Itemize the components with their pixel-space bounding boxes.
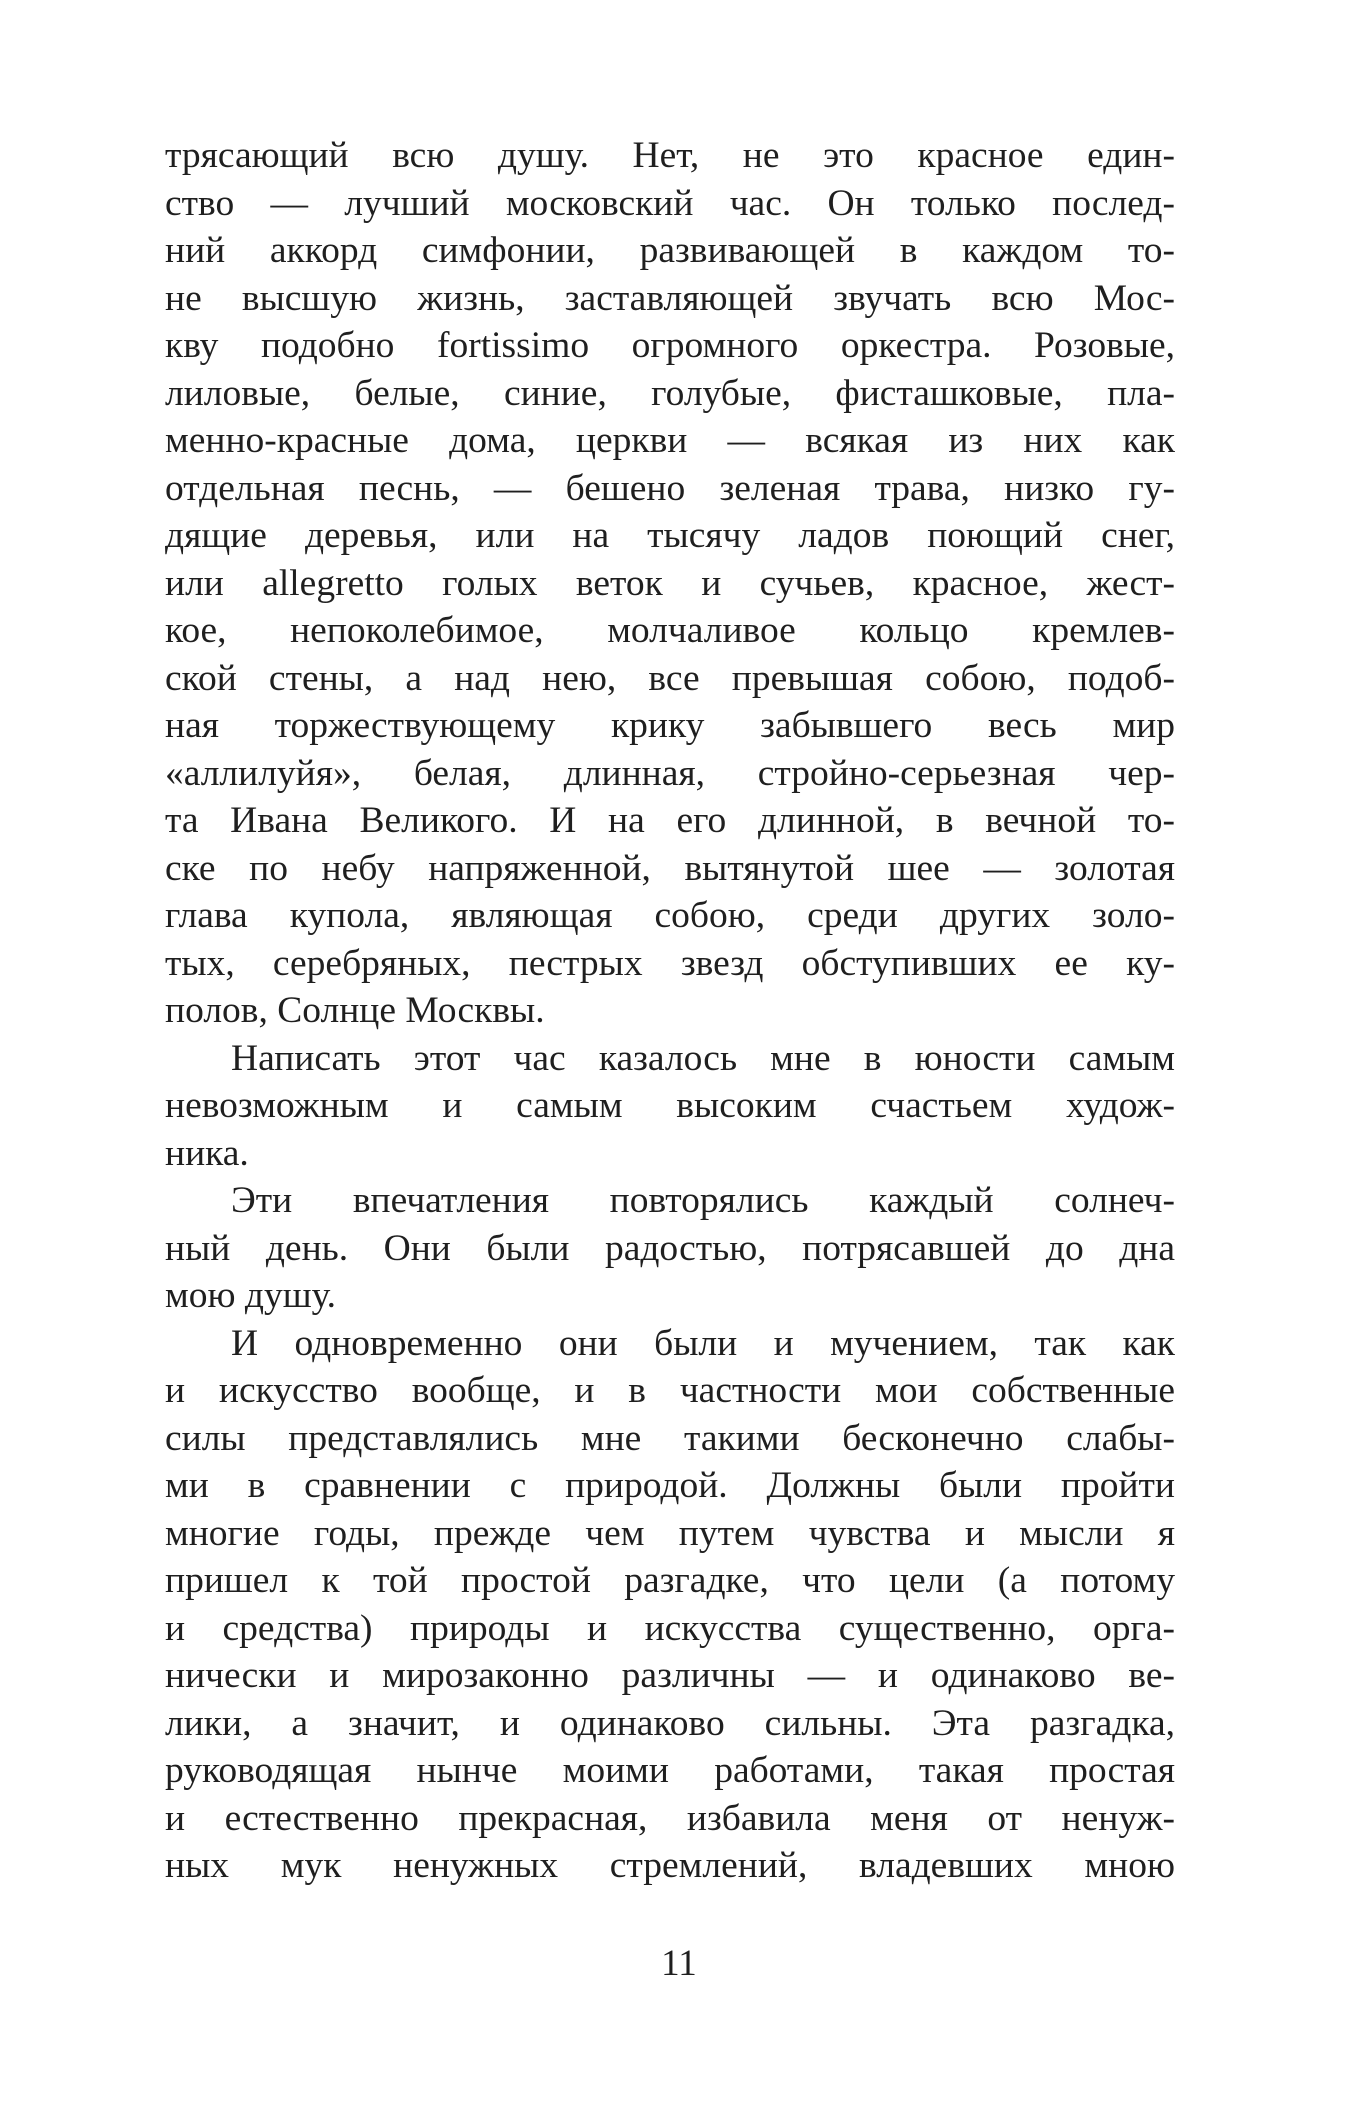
text-line: ской стены, а над нею, все превышая собою, подоб- (165, 657, 1175, 699)
text-line: мою душу. (165, 1275, 336, 1316)
text-line: та Ивана Великого. И на его длинной, в вечной то- (165, 800, 1175, 841)
text-line: ний аккорд симфонии, развивающей в каждом то- (165, 230, 1175, 271)
text-line: пришел к той простой разгадке, что цели (а потому (165, 1560, 1175, 1601)
text-line: трясающий всю душу. Нет, не это красное един- (165, 135, 1175, 176)
text-line: ство — лучший московский час. Он только послед- (165, 182, 1175, 224)
body-text (165, 132, 1175, 1890)
text-line: или allegretto голых веток и сучьев, красное, жест- (165, 562, 1175, 604)
text-line: и искусство вообще, и в частности мои собственные (165, 1370, 1175, 1411)
text-line: ный день. Они были радостью, потрясавшей до дна (165, 1227, 1175, 1269)
text-line: «аллилуйя», белая, длинная, стройно-серьезная чер- (165, 752, 1175, 794)
text-line: ная торжествующему крику забывшего весь мир (165, 705, 1175, 746)
text-line: и средства) природы и искусства существенно, орга- (165, 1607, 1175, 1649)
text-line: Эти впечатления повторялись каждый солнеч- (231, 1180, 1175, 1221)
text-line: невозможным и самым высоким счастьем худож- (165, 1085, 1175, 1126)
text-line: Написать этот час казалось мне в юности самым (231, 1037, 1175, 1079)
text-line: ми в сравнении с природой. Должны были пройти (165, 1465, 1175, 1506)
text-line: лики, а значит, и одинаково сильны. Эта разгадка, (165, 1702, 1175, 1744)
text-line: глава купола, являющая собою, среди других золо- (165, 895, 1175, 936)
text-line: отдельная песнь, — бешено зеленая трава, низко гу- (165, 467, 1175, 509)
text-line: ных мук ненужных стремлений, владевших мною (165, 1845, 1175, 1886)
text-line: нически и мирозаконно различны — и одинаково ве- (165, 1655, 1175, 1696)
text-line: ске по небу напряженной, вытянутой шее — золотая (165, 847, 1175, 889)
text-line: силы представлялись мне такими бесконечно слабы- (165, 1417, 1175, 1459)
text-line: И одновременно они были и мучением, так как (231, 1322, 1175, 1364)
text-line: тых, серебряных, пестрых звезд обступивших ее ку- (165, 942, 1175, 984)
text-line: руководящая нынче моими работами, такая простая (165, 1750, 1175, 1791)
text-line: полов, Солнце Москвы. (165, 990, 545, 1031)
text-line: не высшую жизнь, заставляющей звучать всю Мос- (165, 277, 1175, 319)
text-line: дящие деревья, или на тысячу ладов поющий снег, (165, 515, 1175, 556)
text-line: менно-красные дома, церкви — всякая из них как (165, 420, 1175, 461)
text-line: кое, непоколебимое, молчаливое кольцо кремлев- (165, 610, 1175, 651)
text-line: лиловые, белые, синие, голубые, фисташковые, пла- (165, 372, 1175, 414)
text-line: многие годы, прежде чем путем чувства и мысли я (165, 1512, 1175, 1554)
text-line: кву подобно fortissimo огромного оркестра. Розовые, (165, 325, 1175, 366)
text-line: ника. (165, 1132, 249, 1174)
page-number: 11 (661, 1943, 697, 1984)
text-line: и естественно прекрасная, избавила меня от ненуж- (165, 1797, 1175, 1839)
